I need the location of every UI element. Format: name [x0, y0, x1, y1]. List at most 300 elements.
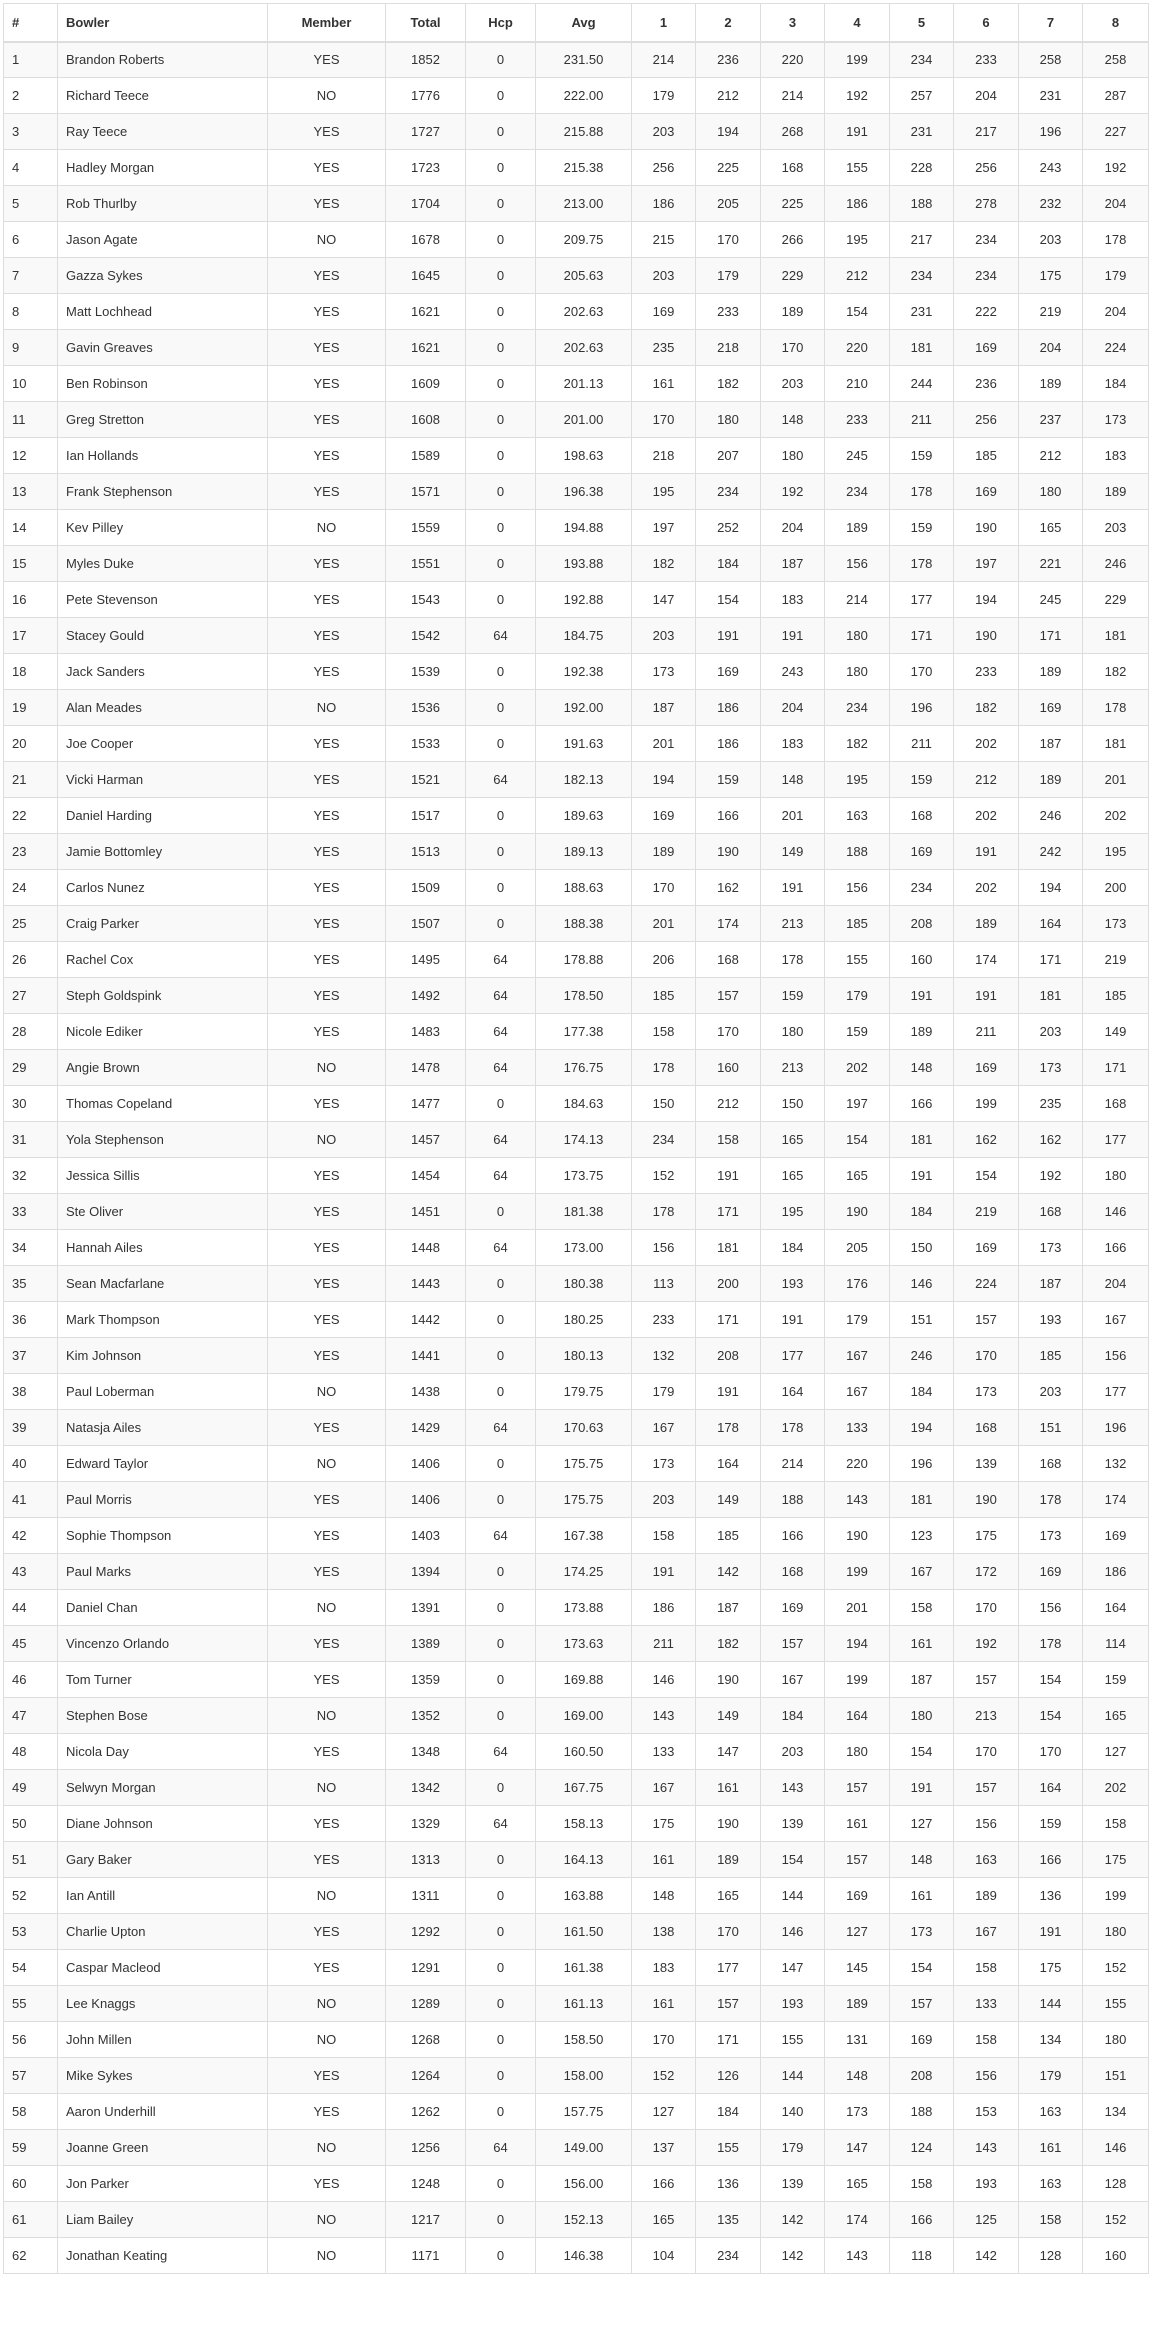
game-2-cell: 190 — [696, 1806, 761, 1842]
game-4-cell: 169 — [825, 1878, 890, 1914]
total-cell: 1268 — [386, 2022, 466, 2058]
rank-cell: 41 — [4, 1482, 58, 1518]
member-cell: NO — [268, 1446, 386, 1482]
game-6-cell: 199 — [954, 1086, 1019, 1122]
game-8-cell: 152 — [1083, 2202, 1149, 2238]
game-5-cell: 169 — [890, 2022, 954, 2058]
game-2-cell: 184 — [696, 2094, 761, 2130]
game-2-cell: 164 — [696, 1446, 761, 1482]
game-6-cell: 256 — [954, 150, 1019, 186]
hcp-cell: 0 — [466, 258, 536, 294]
game-8-cell: 171 — [1083, 1050, 1149, 1086]
game-3-cell: 150 — [761, 1086, 825, 1122]
game-5-cell: 158 — [890, 2166, 954, 2202]
game-6-cell: 173 — [954, 1374, 1019, 1410]
table-row — [4, 1518, 1149, 1554]
game-1-cell: 170 — [632, 2022, 696, 2058]
avg-cell: 192.38 — [536, 654, 632, 690]
avg-cell: 173.63 — [536, 1626, 632, 1662]
table-row — [4, 1122, 1149, 1158]
game-8-cell: 195 — [1083, 834, 1149, 870]
game-6-cell: 190 — [954, 510, 1019, 546]
avg-cell: 181.38 — [536, 1194, 632, 1230]
game-8-cell: 192 — [1083, 150, 1149, 186]
table-row — [4, 1482, 1149, 1518]
game-4-cell: 167 — [825, 1374, 890, 1410]
game-3-cell: 184 — [761, 1698, 825, 1734]
member-cell: NO — [268, 1590, 386, 1626]
table-row — [4, 258, 1149, 294]
game-4-cell: 220 — [825, 330, 890, 366]
game-5-cell: 157 — [890, 1986, 954, 2022]
game-5-cell: 211 — [890, 402, 954, 438]
bowler-name-cell: Mark Thompson — [58, 1302, 268, 1338]
game-7-cell: 161 — [1019, 2130, 1083, 2166]
rank-cell: 21 — [4, 762, 58, 798]
hcp-cell: 0 — [466, 690, 536, 726]
game-3-cell: 192 — [761, 474, 825, 510]
game-4-cell: 179 — [825, 978, 890, 1014]
game-6-cell: 204 — [954, 78, 1019, 114]
member-cell: NO — [268, 2022, 386, 2058]
total-cell: 1313 — [386, 1842, 466, 1878]
game-5-cell: 231 — [890, 294, 954, 330]
game-4-cell: 189 — [825, 1986, 890, 2022]
game-5-cell: 166 — [890, 1086, 954, 1122]
hcp-cell: 64 — [466, 1518, 536, 1554]
header-game-2: 2 — [696, 4, 761, 42]
table-row — [4, 1914, 1149, 1950]
rank-cell: 40 — [4, 1446, 58, 1482]
bowler-name-cell: Pete Stevenson — [58, 582, 268, 618]
hcp-cell: 64 — [466, 1410, 536, 1446]
game-3-cell: 147 — [761, 1950, 825, 1986]
rank-cell: 6 — [4, 222, 58, 258]
avg-cell: 158.00 — [536, 2058, 632, 2094]
game-7-cell: 192 — [1019, 1158, 1083, 1194]
game-8-cell: 200 — [1083, 870, 1149, 906]
hcp-cell: 0 — [466, 510, 536, 546]
table-row — [4, 1410, 1149, 1446]
game-5-cell: 187 — [890, 1662, 954, 1698]
game-3-cell: 225 — [761, 186, 825, 222]
table-row — [4, 1266, 1149, 1302]
game-8-cell: 202 — [1083, 1770, 1149, 1806]
game-7-cell: 168 — [1019, 1446, 1083, 1482]
game-7-cell: 191 — [1019, 1914, 1083, 1950]
total-cell: 1533 — [386, 726, 466, 762]
hcp-cell: 0 — [466, 2058, 536, 2094]
game-4-cell: 155 — [825, 150, 890, 186]
game-1-cell: 173 — [632, 1446, 696, 1482]
table-row — [4, 1230, 1149, 1266]
game-4-cell: 155 — [825, 942, 890, 978]
rank-cell: 36 — [4, 1302, 58, 1338]
hcp-cell: 64 — [466, 1122, 536, 1158]
game-3-cell: 214 — [761, 78, 825, 114]
table-row — [4, 474, 1149, 510]
member-cell: YES — [268, 1230, 386, 1266]
bowler-name-cell: Lee Knaggs — [58, 1986, 268, 2022]
game-3-cell: 169 — [761, 1590, 825, 1626]
game-5-cell: 188 — [890, 186, 954, 222]
game-3-cell: 180 — [761, 438, 825, 474]
game-5-cell: 231 — [890, 114, 954, 150]
member-cell: YES — [268, 474, 386, 510]
game-7-cell: 194 — [1019, 870, 1083, 906]
avg-cell: 213.00 — [536, 186, 632, 222]
bowler-name-cell: Mike Sykes — [58, 2058, 268, 2094]
game-4-cell: 212 — [825, 258, 890, 294]
game-5-cell: 181 — [890, 1482, 954, 1518]
game-5-cell: 161 — [890, 1626, 954, 1662]
game-3-cell: 188 — [761, 1482, 825, 1518]
game-2-cell: 168 — [696, 942, 761, 978]
rank-cell: 4 — [4, 150, 58, 186]
bowler-name-cell: Nicola Day — [58, 1734, 268, 1770]
rank-cell: 62 — [4, 2238, 58, 2274]
avg-cell: 158.50 — [536, 2022, 632, 2058]
header-member: Member — [268, 4, 386, 42]
rank-cell: 33 — [4, 1194, 58, 1230]
member-cell: YES — [268, 1482, 386, 1518]
member-cell: YES — [268, 1806, 386, 1842]
rank-cell: 52 — [4, 1878, 58, 1914]
game-2-cell: 171 — [696, 1194, 761, 1230]
bowler-name-cell: Angie Brown — [58, 1050, 268, 1086]
total-cell: 1441 — [386, 1338, 466, 1374]
avg-cell: 174.25 — [536, 1554, 632, 1590]
game-1-cell: 179 — [632, 1374, 696, 1410]
game-2-cell: 158 — [696, 1122, 761, 1158]
bowler-name-cell: Charlie Upton — [58, 1914, 268, 1950]
game-2-cell: 126 — [696, 2058, 761, 2094]
table-row — [4, 1626, 1149, 1662]
rank-cell: 32 — [4, 1158, 58, 1194]
avg-cell: 161.13 — [536, 1986, 632, 2022]
bowler-name-cell: Paul Morris — [58, 1482, 268, 1518]
member-cell: YES — [268, 150, 386, 186]
game-3-cell: 191 — [761, 1302, 825, 1338]
bowler-name-cell: Edward Taylor — [58, 1446, 268, 1482]
game-2-cell: 169 — [696, 654, 761, 690]
bowler-name-cell: Brandon Roberts — [58, 42, 268, 78]
game-4-cell: 185 — [825, 906, 890, 942]
member-cell: NO — [268, 1878, 386, 1914]
table-row — [4, 1770, 1149, 1806]
total-cell: 1311 — [386, 1878, 466, 1914]
total-cell: 1406 — [386, 1482, 466, 1518]
table-row — [4, 2166, 1149, 2202]
game-5-cell: 154 — [890, 1734, 954, 1770]
member-cell: YES — [268, 1266, 386, 1302]
game-6-cell: 234 — [954, 222, 1019, 258]
hcp-cell: 0 — [466, 186, 536, 222]
rank-cell: 47 — [4, 1698, 58, 1734]
total-cell: 1292 — [386, 1914, 466, 1950]
table-row — [4, 330, 1149, 366]
game-8-cell: 177 — [1083, 1122, 1149, 1158]
game-2-cell: 149 — [696, 1482, 761, 1518]
rank-cell: 20 — [4, 726, 58, 762]
game-2-cell: 142 — [696, 1554, 761, 1590]
table-row — [4, 1950, 1149, 1986]
game-1-cell: 161 — [632, 1986, 696, 2022]
game-8-cell: 149 — [1083, 1014, 1149, 1050]
game-4-cell: 199 — [825, 1662, 890, 1698]
game-6-cell: 162 — [954, 1122, 1019, 1158]
game-6-cell: 256 — [954, 402, 1019, 438]
game-6-cell: 143 — [954, 2130, 1019, 2166]
rank-cell: 7 — [4, 258, 58, 294]
rank-cell: 57 — [4, 2058, 58, 2094]
game-8-cell: 180 — [1083, 1158, 1149, 1194]
game-5-cell: 127 — [890, 1806, 954, 1842]
game-6-cell: 163 — [954, 1842, 1019, 1878]
hcp-cell: 0 — [466, 1914, 536, 1950]
total-cell: 1342 — [386, 1770, 466, 1806]
total-cell: 1429 — [386, 1410, 466, 1446]
table-row — [4, 1698, 1149, 1734]
hcp-cell: 0 — [466, 906, 536, 942]
game-8-cell: 186 — [1083, 1554, 1149, 1590]
game-8-cell: 146 — [1083, 2130, 1149, 2166]
bowler-name-cell: Craig Parker — [58, 906, 268, 942]
bowler-name-cell: Steph Goldspink — [58, 978, 268, 1014]
game-3-cell: 266 — [761, 222, 825, 258]
game-6-cell: 142 — [954, 2238, 1019, 2274]
game-2-cell: 162 — [696, 870, 761, 906]
game-6-cell: 278 — [954, 186, 1019, 222]
table-row — [4, 546, 1149, 582]
avg-cell: 184.75 — [536, 618, 632, 654]
bowler-name-cell: Ian Antill — [58, 1878, 268, 1914]
game-6-cell: 202 — [954, 798, 1019, 834]
bowler-name-cell: Ste Oliver — [58, 1194, 268, 1230]
hcp-cell: 0 — [466, 654, 536, 690]
game-1-cell: 147 — [632, 582, 696, 618]
game-6-cell: 202 — [954, 870, 1019, 906]
game-4-cell: 191 — [825, 114, 890, 150]
game-1-cell: 137 — [632, 2130, 696, 2166]
game-1-cell: 178 — [632, 1194, 696, 1230]
member-cell: YES — [268, 726, 386, 762]
game-1-cell: 161 — [632, 1842, 696, 1878]
game-8-cell: 224 — [1083, 330, 1149, 366]
rank-cell: 60 — [4, 2166, 58, 2202]
game-5-cell: 184 — [890, 1194, 954, 1230]
game-2-cell: 155 — [696, 2130, 761, 2166]
bowler-name-cell: Jon Parker — [58, 2166, 268, 2202]
game-2-cell: 177 — [696, 1950, 761, 1986]
game-4-cell: 199 — [825, 1554, 890, 1590]
member-cell: NO — [268, 510, 386, 546]
game-7-cell: 185 — [1019, 1338, 1083, 1374]
avg-cell: 173.75 — [536, 1158, 632, 1194]
rank-cell: 42 — [4, 1518, 58, 1554]
bowler-name-cell: Stacey Gould — [58, 618, 268, 654]
table-row — [4, 1302, 1149, 1338]
game-4-cell: 195 — [825, 762, 890, 798]
hcp-cell: 0 — [466, 474, 536, 510]
avg-cell: 191.63 — [536, 726, 632, 762]
total-cell: 1678 — [386, 222, 466, 258]
game-7-cell: 235 — [1019, 1086, 1083, 1122]
game-2-cell: 171 — [696, 2022, 761, 2058]
table-row — [4, 1590, 1149, 1626]
game-1-cell: 215 — [632, 222, 696, 258]
game-3-cell: 201 — [761, 798, 825, 834]
hcp-cell: 0 — [466, 2022, 536, 2058]
avg-cell: 161.38 — [536, 1950, 632, 1986]
game-6-cell: 233 — [954, 42, 1019, 78]
game-2-cell: 159 — [696, 762, 761, 798]
game-5-cell: 191 — [890, 978, 954, 1014]
member-cell: YES — [268, 1302, 386, 1338]
bowler-name-cell: Hadley Morgan — [58, 150, 268, 186]
hcp-cell: 0 — [466, 114, 536, 150]
hcp-cell: 64 — [466, 1014, 536, 1050]
hcp-cell: 0 — [466, 798, 536, 834]
bowler-name-cell: Aaron Underhill — [58, 2094, 268, 2130]
total-cell: 1551 — [386, 546, 466, 582]
hcp-cell: 0 — [466, 330, 536, 366]
game-8-cell: 166 — [1083, 1230, 1149, 1266]
game-5-cell: 196 — [890, 1446, 954, 1482]
game-5-cell: 234 — [890, 258, 954, 294]
table-row — [4, 654, 1149, 690]
game-4-cell: 195 — [825, 222, 890, 258]
rank-cell: 31 — [4, 1122, 58, 1158]
hcp-cell: 0 — [466, 1986, 536, 2022]
hcp-cell: 0 — [466, 1374, 536, 1410]
game-5-cell: 189 — [890, 1014, 954, 1050]
game-6-cell: 169 — [954, 474, 1019, 510]
total-cell: 1776 — [386, 78, 466, 114]
game-3-cell: 191 — [761, 870, 825, 906]
avg-cell: 167.38 — [536, 1518, 632, 1554]
hcp-cell: 0 — [466, 1086, 536, 1122]
avg-cell: 175.75 — [536, 1446, 632, 1482]
game-8-cell: 178 — [1083, 690, 1149, 726]
game-6-cell: 191 — [954, 978, 1019, 1014]
rank-cell: 30 — [4, 1086, 58, 1122]
game-8-cell: 181 — [1083, 618, 1149, 654]
total-cell: 1723 — [386, 150, 466, 186]
bowler-name-cell: Carlos Nunez — [58, 870, 268, 906]
game-1-cell: 150 — [632, 1086, 696, 1122]
header-game-6: 6 — [954, 4, 1019, 42]
game-3-cell: 139 — [761, 2166, 825, 2202]
member-cell: YES — [268, 330, 386, 366]
table-row — [4, 2238, 1149, 2274]
table-row — [4, 1734, 1149, 1770]
game-6-cell: 175 — [954, 1518, 1019, 1554]
game-1-cell: 148 — [632, 1878, 696, 1914]
table-row — [4, 150, 1149, 186]
game-6-cell: 202 — [954, 726, 1019, 762]
table-row — [4, 1158, 1149, 1194]
game-8-cell: 196 — [1083, 1410, 1149, 1446]
game-8-cell: 185 — [1083, 978, 1149, 1014]
game-2-cell: 157 — [696, 978, 761, 1014]
rank-cell: 14 — [4, 510, 58, 546]
avg-cell: 180.38 — [536, 1266, 632, 1302]
game-1-cell: 235 — [632, 330, 696, 366]
member-cell: YES — [268, 1554, 386, 1590]
avg-cell: 192.88 — [536, 582, 632, 618]
bowler-name-cell: Ray Teece — [58, 114, 268, 150]
game-4-cell: 174 — [825, 2202, 890, 2238]
game-2-cell: 234 — [696, 474, 761, 510]
game-5-cell: 159 — [890, 762, 954, 798]
game-8-cell: 169 — [1083, 1518, 1149, 1554]
table-row — [4, 2130, 1149, 2166]
game-6-cell: 213 — [954, 1698, 1019, 1734]
game-6-cell: 219 — [954, 1194, 1019, 1230]
bowler-name-cell: Joanne Green — [58, 2130, 268, 2166]
game-6-cell: 189 — [954, 906, 1019, 942]
bowler-name-cell: Jonathan Keating — [58, 2238, 268, 2274]
game-6-cell: 212 — [954, 762, 1019, 798]
member-cell: YES — [268, 1158, 386, 1194]
member-cell: NO — [268, 78, 386, 114]
rank-cell: 39 — [4, 1410, 58, 1446]
bowler-name-cell: Liam Bailey — [58, 2202, 268, 2238]
game-3-cell: 193 — [761, 1266, 825, 1302]
bowler-name-cell: Joe Cooper — [58, 726, 268, 762]
bowler-name-cell: Yola Stephenson — [58, 1122, 268, 1158]
rank-cell: 49 — [4, 1770, 58, 1806]
game-2-cell: 236 — [696, 42, 761, 78]
avg-cell: 178.88 — [536, 942, 632, 978]
game-6-cell: 167 — [954, 1914, 1019, 1950]
hcp-cell: 64 — [466, 1806, 536, 1842]
game-8-cell: 114 — [1083, 1626, 1149, 1662]
game-4-cell: 214 — [825, 582, 890, 618]
game-1-cell: 167 — [632, 1410, 696, 1446]
member-cell: NO — [268, 222, 386, 258]
total-cell: 1256 — [386, 2130, 466, 2166]
total-cell: 1483 — [386, 1014, 466, 1050]
avg-cell: 169.00 — [536, 1698, 632, 1734]
game-7-cell: 154 — [1019, 1662, 1083, 1698]
game-8-cell: 189 — [1083, 474, 1149, 510]
rank-cell: 44 — [4, 1590, 58, 1626]
avg-cell: 201.13 — [536, 366, 632, 402]
game-8-cell: 204 — [1083, 1266, 1149, 1302]
game-7-cell: 173 — [1019, 1518, 1083, 1554]
game-7-cell: 189 — [1019, 762, 1083, 798]
game-7-cell: 231 — [1019, 78, 1083, 114]
member-cell: YES — [268, 762, 386, 798]
game-6-cell: 169 — [954, 1050, 1019, 1086]
game-7-cell: 203 — [1019, 222, 1083, 258]
avg-cell: 215.38 — [536, 150, 632, 186]
game-3-cell: 189 — [761, 294, 825, 330]
rank-cell: 48 — [4, 1734, 58, 1770]
hcp-cell: 0 — [466, 834, 536, 870]
bowler-name-cell: Jack Sanders — [58, 654, 268, 690]
game-8-cell: 158 — [1083, 1806, 1149, 1842]
member-cell: YES — [268, 582, 386, 618]
game-7-cell: 158 — [1019, 2202, 1083, 2238]
total-cell: 1521 — [386, 762, 466, 798]
avg-cell: 177.38 — [536, 1014, 632, 1050]
table-header — [4, 4, 1149, 42]
game-7-cell: 173 — [1019, 1230, 1083, 1266]
table-row — [4, 438, 1149, 474]
